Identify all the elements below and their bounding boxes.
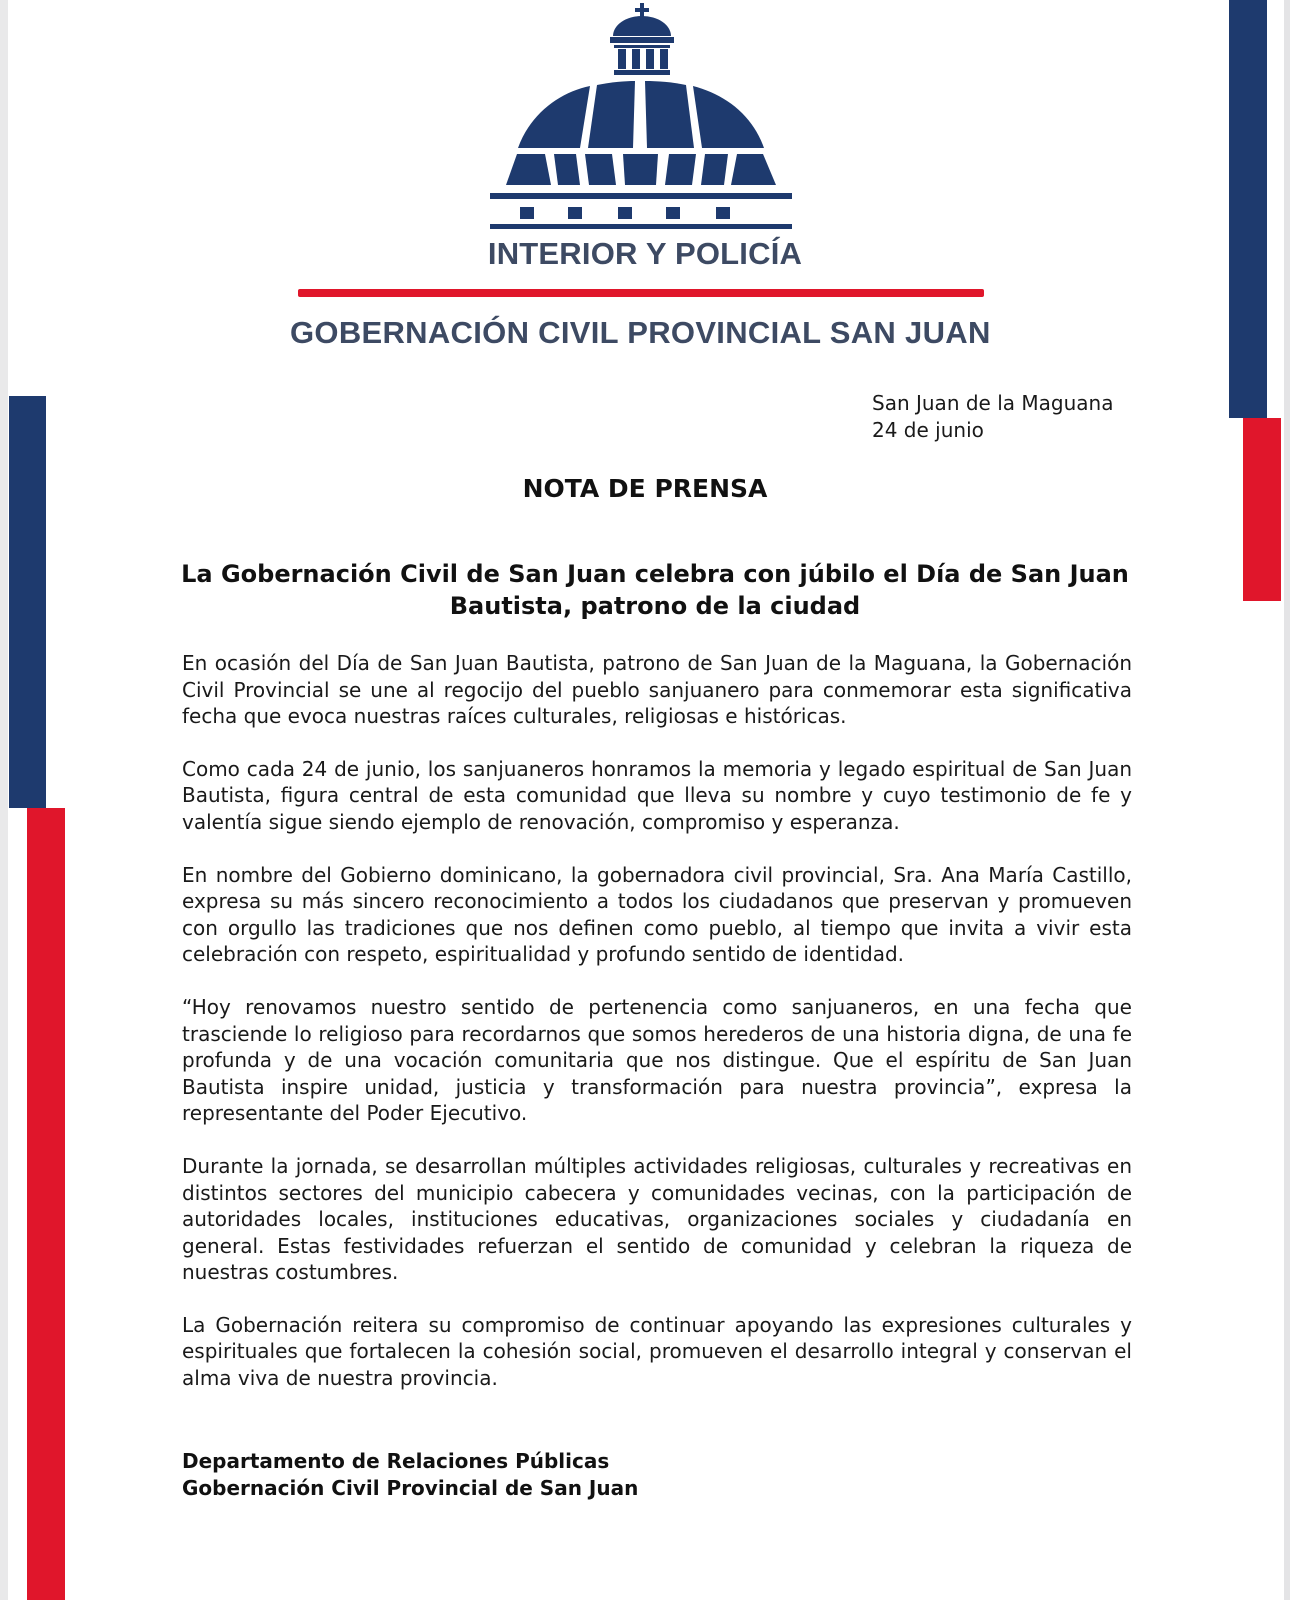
date: 24 de junio — [872, 418, 984, 442]
place: San Juan de la Maguana — [872, 391, 1114, 415]
letterhead — [0, 0, 1290, 370]
letterhead-red-rule — [298, 289, 984, 297]
left-red-stripe — [27, 808, 65, 1600]
signature-office: Gobernación Civil Provincial de San Juan — [182, 1476, 639, 1500]
document-heading: NOTA DE PRENSA — [522, 474, 768, 503]
headline: La Gobernación Civil de San Juan celebra con júbilo el Día de San Juan Bautista, patrono de la ciudad — [181, 560, 1129, 620]
signature-department: Departamento de Relaciones Públicas — [182, 1449, 610, 1473]
paragraph: Durante la jornada, se desarrollan múltiples actividades religiosas, culturales y recreativas en distintos sectores del municipio cabecera y comunidades vecinas, con la participación de autoridades locales, instituciones educativas, organizaciones sociales y ciudadanía en general. Estas festividades refuerzan el sentido de comunidad y celebran la riqueza de nuestras costumbres. — [182, 1153, 1132, 1285]
paragraph: La Gobernación reitera su compromiso de continuar apoyando las expresiones culturales y espirituales que fortalecen la cohesión social, promueven el desarrollo integral y conservan el alma viva de nuestra provincia. — [182, 1312, 1132, 1391]
signature-block — [182, 1448, 638, 1502]
ministry-name: INTERIOR Y POLICÍA — [487, 236, 803, 271]
paragraph: “Hoy renovamos nuestro sentido de pertenencia como sanjuaneros, en una fecha que trasciende lo religioso para recordarnos que somos herederos de una historia digna, de una fe profunda y de una vocación comunitaria que nos distingue. Que el espíritu de San Juan Bautista inspire unidad, justicia y transformación para nuestra provincia”, expresa la representante del Poder Ejecutivo. — [182, 994, 1132, 1126]
dome-emblem-icon — [0, 0, 1290, 240]
paragraph: En ocasión del Día de San Juan Bautista, patrono de San Juan de la Maguana, la Gobernación Civil Provincial se une al regocijo del pueblo sanjuanero para conmemorar esta significativa fecha que evoca nuestras raíces culturales, religiosas e históricas. — [182, 651, 1132, 729]
right-red-stripe — [1243, 418, 1281, 601]
paragraph: Como cada 24 de junio, los sanjuaneros honramos la memoria y legado espiritual de San Juan Bautista, figura central de esta comunidad que lleva su nombre y cuyo testimonio de fe y valentía sigue siendo ejemplo de renovación, compromiso y esperanza. — [182, 756, 1132, 834]
paragraph: En nombre del Gobierno dominicano, la gobernadora civil provincial, Sra. Ana María Castillo, expresa su más sincero reconocimiento a todos los ciudadanos que preservan y promueven con orgullo las tradiciones que nos definen como pueblo, al tiempo que invita a vivir esta celebración con respeto, espiritualidad y profundo sentido de identidad. — [182, 862, 1132, 967]
body-text — [182, 650, 1132, 1418]
left-blue-stripe — [9, 396, 46, 808]
place-date-block — [872, 390, 1113, 444]
office-name: GOBERNACIÓN CIVIL PROVINCIAL SAN JUAN — [290, 315, 991, 350]
